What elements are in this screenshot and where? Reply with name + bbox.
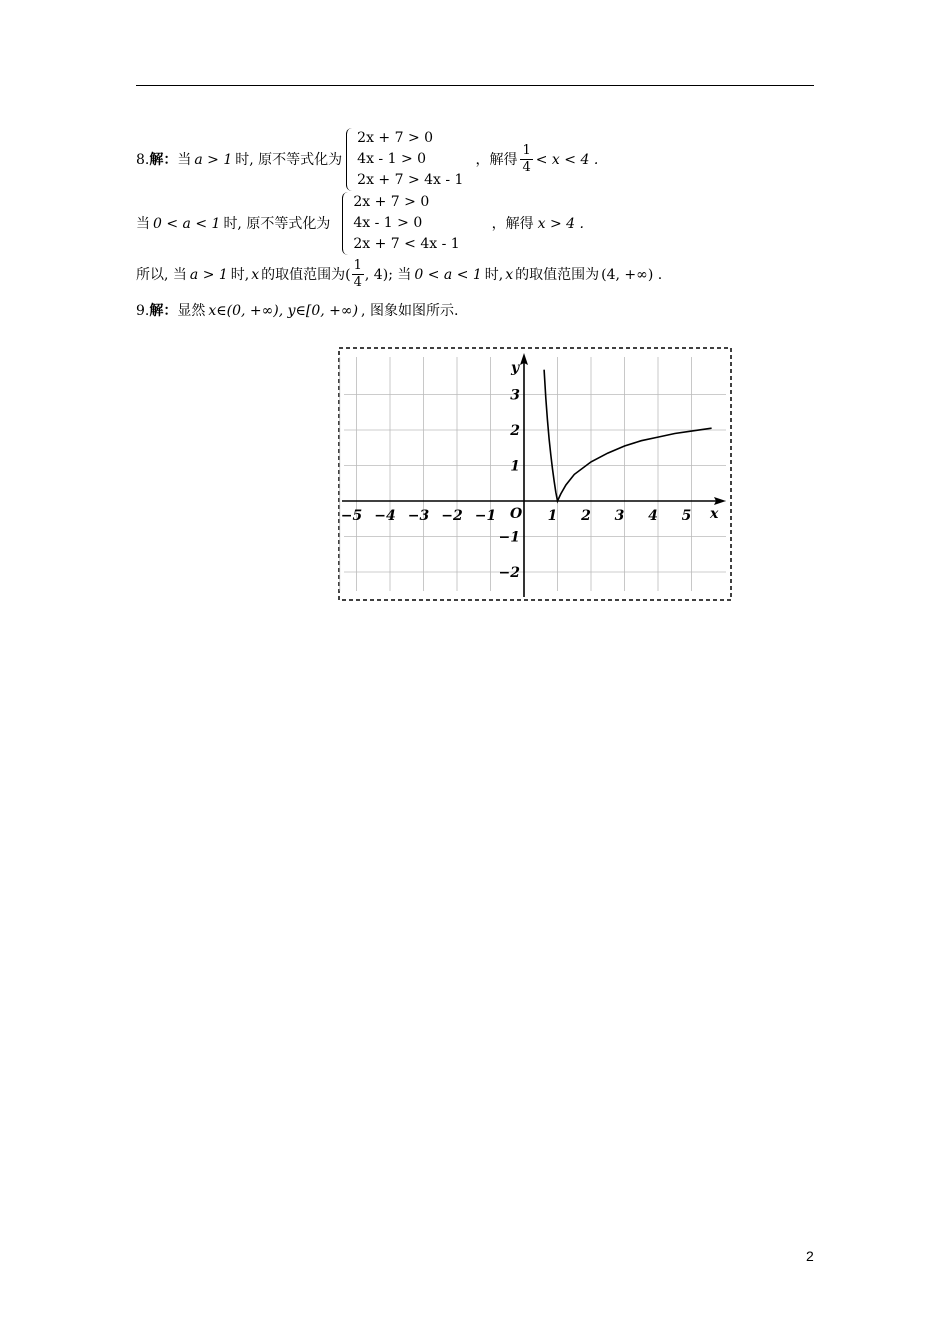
text: , 图象如图所示. xyxy=(361,303,459,319)
interval: (4, +∞) . xyxy=(601,266,663,283)
page-number: 2 xyxy=(806,1248,814,1264)
inequality-system-2 xyxy=(342,192,459,255)
header-rule xyxy=(136,85,814,86)
condition: a > 1 xyxy=(194,151,233,168)
solution-label: 解： xyxy=(149,151,178,168)
result: x > 4 . xyxy=(537,215,584,232)
text: 时, xyxy=(484,266,504,283)
variable: x xyxy=(505,266,514,283)
tick-labels xyxy=(341,360,719,581)
problem-8-line-2 xyxy=(136,192,584,255)
interval-rest: , 4) xyxy=(364,266,389,283)
graph-frame xyxy=(339,348,731,600)
text: 时, 原不等式化为 xyxy=(235,151,343,168)
x-tick-label: −4 xyxy=(374,508,396,524)
x-tick-label: 4 xyxy=(648,508,658,524)
result: < x < 4 . xyxy=(535,151,599,168)
variable: x xyxy=(251,266,260,283)
text: ; 当 xyxy=(388,266,412,283)
y-tick-label: −1 xyxy=(498,529,520,546)
system-line: 2x + 7 > 4x - 1 xyxy=(357,172,464,188)
text: ，解得 xyxy=(491,215,534,232)
y-tick-label: 1 xyxy=(510,458,520,475)
problem-8-conclusion xyxy=(136,258,662,291)
condition: a > 1 xyxy=(189,266,228,283)
x-tick-label: −5 xyxy=(340,508,363,524)
problem-9-line xyxy=(136,301,458,321)
problem-number: 9. xyxy=(136,303,150,319)
problem-8-line-1 xyxy=(136,128,598,191)
origin-label: O xyxy=(510,506,523,522)
brace xyxy=(346,128,353,191)
y-tick-label: −2 xyxy=(498,565,520,581)
domain-range: x∈(0, +∞), y∈[0, +∞) xyxy=(208,303,359,319)
fraction xyxy=(352,258,364,291)
text: 时, xyxy=(230,266,250,283)
x-tick-label: −3 xyxy=(407,508,430,524)
fraction xyxy=(520,143,532,176)
axes xyxy=(342,353,726,597)
text: 当 xyxy=(177,151,192,168)
system-line: 2x + 7 > 0 xyxy=(357,130,434,146)
solution-label: 解： xyxy=(149,303,178,319)
text: ，解得 xyxy=(475,151,518,168)
text: 的取值范围为 xyxy=(515,266,600,283)
paren: ( xyxy=(345,266,351,283)
inequality-system-1 xyxy=(346,128,463,191)
brace xyxy=(342,192,349,255)
x-tick-label: 1 xyxy=(547,508,558,524)
x-tick-label: −1 xyxy=(474,508,497,524)
text: 时, 原不等式化为 xyxy=(223,215,331,232)
text: 显然 xyxy=(177,303,206,319)
condition: 0 < a < 1 xyxy=(153,215,221,232)
text: 的取值范围为 xyxy=(261,266,346,283)
denominator: 4 xyxy=(522,160,531,175)
numerator: 1 xyxy=(353,258,362,273)
numerator: 1 xyxy=(522,143,531,158)
function-curve xyxy=(544,370,712,501)
x-tick-label: 5 xyxy=(681,508,692,524)
x-tick-label: 3 xyxy=(614,508,625,524)
text: 所以, 当 xyxy=(136,266,187,283)
y-axis-label: y xyxy=(511,360,520,376)
function-graph xyxy=(338,347,732,601)
x-tick-label: 2 xyxy=(581,508,591,524)
denominator: 4 xyxy=(353,275,362,290)
x-axis-label: x xyxy=(710,506,719,522)
system-line: 4x - 1 > 0 xyxy=(357,151,427,167)
condition: 0 < a < 1 xyxy=(414,266,482,283)
y-tick-label: 3 xyxy=(510,387,520,404)
system-line: 4x - 1 > 0 xyxy=(353,215,423,231)
grid xyxy=(340,357,726,591)
system-line: 2x + 7 > 0 xyxy=(353,194,430,210)
text: 当 xyxy=(136,215,150,232)
y-tick-label: 2 xyxy=(510,423,520,439)
system-line: 2x + 7 < 4x - 1 xyxy=(353,236,460,252)
x-tick-label: −2 xyxy=(441,508,463,524)
problem-number: 8. xyxy=(136,151,150,168)
